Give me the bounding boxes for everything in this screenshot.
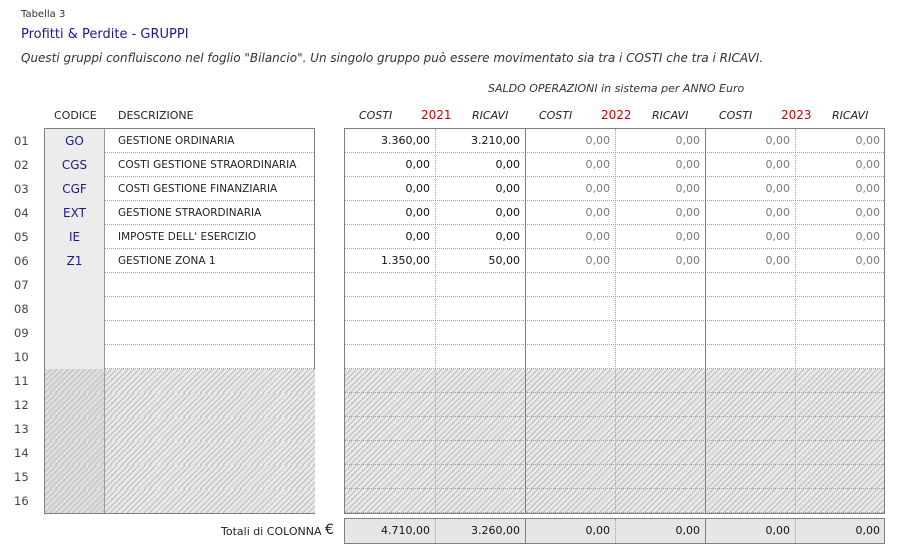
group-description-cell[interactable]: GESTIONE STRAORDINARIA [118,207,262,219]
value-cell [435,345,525,369]
row-number: 10 [14,350,29,364]
value-cell: 0,00 [765,134,790,147]
value-cell: 0,00 [765,254,790,267]
value-cell [435,417,525,441]
value-cell [435,465,525,489]
row-number: 12 [14,398,29,412]
value-cell [795,417,885,441]
group-code-cell[interactable] [45,465,105,489]
group-description-cell[interactable]: COSTI GESTIONE STRAORDINARIA [118,159,297,171]
group-description-cell[interactable] [105,441,315,465]
header-costi-2022: COSTI [539,109,573,122]
table-row [45,249,314,273]
group-code-cell[interactable]: Z1 [45,249,105,273]
column-separator [525,519,526,543]
value-cell [345,321,435,345]
value-cell: 0,00 [495,206,520,219]
group-description-cell[interactable] [105,321,315,345]
value-cell [345,369,435,393]
group-code-cell[interactable] [45,393,105,417]
column-separator [705,519,706,543]
table-row [45,393,314,417]
row-number: 08 [14,302,29,316]
group-description-cell[interactable] [105,417,315,441]
value-cell [795,369,885,393]
value-cell [705,489,795,513]
group-code-cell[interactable] [45,273,105,297]
header-costi-2023: COSTI [719,109,753,122]
value-cell: 0,00 [405,206,430,219]
group-code-cell[interactable] [45,297,105,321]
value-cell: 0,00 [585,134,610,147]
header-descrizione: DESCRIZIONE [118,109,194,122]
value-cell: 0,00 [765,158,790,171]
table-row [45,201,314,225]
table-row [45,225,314,249]
value-cell [705,393,795,417]
value-cell [615,345,705,369]
table-row [45,489,314,513]
column-separator [795,129,796,513]
group-code-cell[interactable] [45,417,105,441]
value-cell [795,273,885,297]
header-costi-2021: COSTI [359,109,393,122]
value-cell [345,345,435,369]
group-description-cell[interactable] [105,489,315,513]
value-cell: 0,00 [405,230,430,243]
table-row [45,345,314,369]
value-cell: 0,00 [765,230,790,243]
group-description-cell[interactable] [105,297,315,321]
value-cell [345,393,435,417]
value-cell: 3.210,00 [471,134,520,147]
value-cell [435,273,525,297]
group-code-cell[interactable]: CGS [45,153,105,177]
group-description-cell[interactable]: GESTIONE ZONA 1 [118,255,216,267]
group-description-cell[interactable] [105,369,315,393]
group-description-cell[interactable]: IMPOSTE DELL' ESERCIZIO [118,231,257,243]
row-number: 05 [14,230,29,244]
value-cell [435,393,525,417]
value-cell [795,489,885,513]
group-description-cell[interactable] [105,465,315,489]
value-cell [615,393,705,417]
value-cell [795,393,885,417]
value-cell [705,345,795,369]
value-cell [795,345,885,369]
value-cell: 3.360,00 [381,134,430,147]
page-title: Profitti & Perdite - GRUPPI [21,27,189,42]
column-separator [525,129,526,513]
column-separator [615,129,616,513]
group-code-cell[interactable] [45,369,105,393]
row-number: 03 [14,182,29,196]
value-cell [525,297,615,321]
table-row [45,417,314,441]
value-cell: 0,00 [675,230,700,243]
value-cell [795,441,885,465]
value-cell [525,393,615,417]
value-cell [435,369,525,393]
table-row [45,129,314,153]
value-cell: 0,00 [855,206,880,219]
value-cell [615,297,705,321]
value-cell [705,441,795,465]
value-cell [345,273,435,297]
table-row [45,273,314,297]
value-cell: 0,00 [495,230,520,243]
row-number: 02 [14,158,29,172]
row-number: 04 [14,206,29,220]
table-row [45,441,314,465]
total-value-cell: 0,00 [585,524,610,537]
value-cell [525,345,615,369]
values-grid [344,128,885,514]
value-cell [435,489,525,513]
row-number: 06 [14,254,29,268]
value-cell [435,297,525,321]
value-cell [615,417,705,441]
value-cell [435,441,525,465]
value-cell [345,297,435,321]
value-cell [615,489,705,513]
table-row [45,369,314,393]
value-cell [705,417,795,441]
group-description-cell[interactable]: COSTI GESTIONE FINANZIARIA [118,183,278,195]
row-number: 01 [14,134,29,148]
value-cell [615,273,705,297]
header-year-2022: 2022 [601,108,632,122]
value-cell [345,489,435,513]
value-cell [615,369,705,393]
row-number: 07 [14,278,29,292]
value-cell: 0,00 [405,182,430,195]
value-cell: 0,00 [675,158,700,171]
group-code-cell[interactable]: CGF [45,177,105,201]
value-cell: 0,00 [495,182,520,195]
value-cell [525,489,615,513]
value-cell [525,321,615,345]
group-code-cell[interactable]: EXT [45,201,105,225]
value-cell: 0,00 [765,206,790,219]
value-cell: 0,00 [855,182,880,195]
value-cell: 0,00 [405,158,430,171]
table-row [45,465,314,489]
table-row [45,297,314,321]
value-cell: 0,00 [585,230,610,243]
total-value-cell: 0,00 [675,524,700,537]
row-number: 15 [14,470,29,484]
value-cell: 0,00 [675,134,700,147]
value-cell: 0,00 [585,158,610,171]
value-cell: 0,00 [675,206,700,219]
value-cell: 0,00 [855,134,880,147]
value-cell: 0,00 [495,158,520,171]
column-separator [705,129,706,513]
saldo-caption: SALDO OPERAZIONI in sistema per ANNO Euro [488,82,745,95]
value-cell [705,273,795,297]
group-code-cell[interactable] [45,489,105,513]
value-cell [615,441,705,465]
value-cell: 0,00 [585,182,610,195]
value-cell [705,465,795,489]
total-value-cell: 0,00 [855,524,880,537]
column-separator [615,519,616,543]
column-separator [435,129,436,513]
euro-sign: € [325,522,334,538]
group-description-cell[interactable] [105,393,315,417]
header-ricavi-2022: RICAVI [652,109,689,122]
table-row [45,153,314,177]
header-year-2021: 2021 [421,108,452,122]
row-number: 09 [14,326,29,340]
value-cell [435,321,525,345]
total-value-cell: 0,00 [765,524,790,537]
value-cell [525,417,615,441]
column-separator [795,519,796,543]
value-cell [615,465,705,489]
header-ricavi-2023: RICAVI [832,109,869,122]
value-cell [345,417,435,441]
page-subtitle: Questi gruppi confluiscono nel foglio "Bilancio". Un singolo gruppo può essere movimentato sia tra i COSTI che tra i RICAVI. [21,51,764,65]
row-number: 16 [14,494,29,508]
value-cell: 0,00 [585,206,610,219]
value-cell: 0,00 [855,230,880,243]
table-row [45,321,314,345]
value-cell [345,441,435,465]
column-separator [435,519,436,543]
header-codice: CODICE [54,109,97,122]
value-cell: 0,00 [765,182,790,195]
group-code-cell[interactable] [45,345,105,369]
group-description-cell[interactable] [105,273,315,297]
group-description-cell[interactable] [105,345,315,369]
value-cell [525,369,615,393]
value-cell [705,297,795,321]
totals-label: Totali di COLONNA [221,525,322,538]
totals-row [344,518,885,544]
table-number: Tabella 3 [21,9,66,20]
header-year-2023: 2023 [781,108,812,122]
header-ricavi-2021: RICAVI [472,109,509,122]
value-cell [525,441,615,465]
value-cell: 0,00 [585,254,610,267]
groups-grid [44,128,315,514]
value-cell [345,465,435,489]
value-cell: 0,00 [855,254,880,267]
row-number: 11 [14,374,29,388]
value-cell: 0,00 [855,158,880,171]
total-value-cell: 3.260,00 [471,524,520,537]
group-code-cell[interactable]: IE [45,225,105,249]
table-row [45,177,314,201]
row-number: 13 [14,422,29,436]
value-cell [525,273,615,297]
value-cell [795,297,885,321]
group-description-cell[interactable]: GESTIONE ORDINARIA [118,135,235,147]
group-code-cell[interactable] [45,441,105,465]
value-cell [795,465,885,489]
value-cell [795,321,885,345]
value-cell: 0,00 [675,254,700,267]
group-code-cell[interactable] [45,321,105,345]
value-cell: 1.350,00 [381,254,430,267]
value-cell [705,369,795,393]
value-cell [615,321,705,345]
value-cell: 50,00 [488,254,520,267]
value-cell [705,321,795,345]
total-value-cell: 4.710,00 [381,524,430,537]
group-code-cell[interactable]: GO [45,129,105,153]
value-cell [525,465,615,489]
value-cell: 0,00 [675,182,700,195]
row-number: 14 [14,446,29,460]
